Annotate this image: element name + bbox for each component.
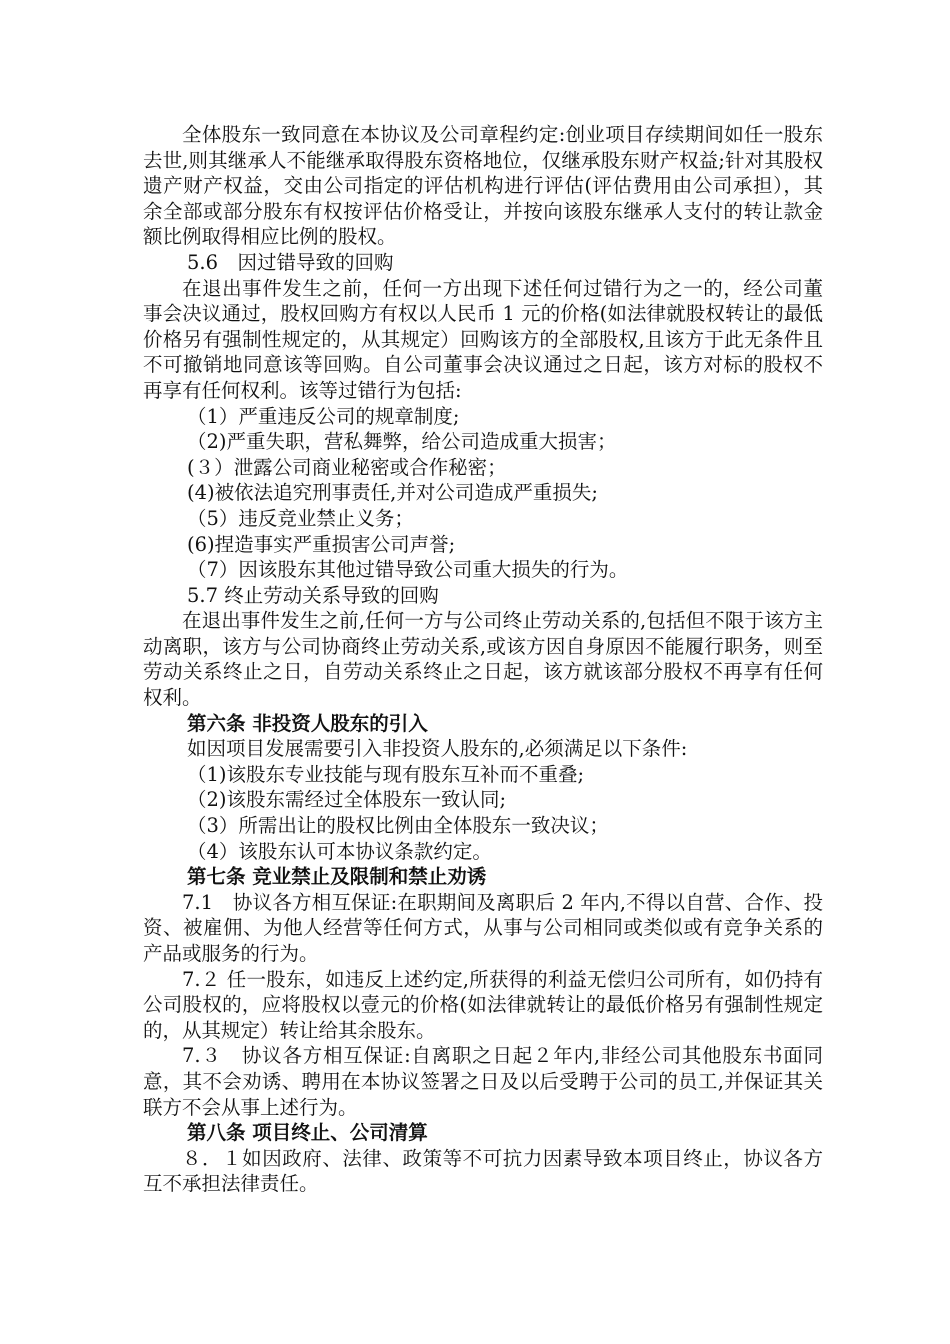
paragraph-7-3: 7.３ 协议各方相互保证:自离职之日起２年内,非经公司其他股东书面同意，其不会劝诱、聘用在本协议签署之日及以后受聘于公司的员工,并保证其关联方不会从事上述行为。 (143, 1044, 823, 1119)
list-item-5-6-2: （2)严重失职，营私舞弊，给公司造成重大损害； (187, 430, 617, 454)
list-item-5-6-4: (4)被依法追究刑事责任,并对公司造成严重损失; (187, 481, 598, 505)
paragraph-inheritance: 全体股东一致同意在本协议及公司章程约定:创业项目存续期间如任一股东去世,则其继承人不能继承取得股东资格地位，仅继承股东财产权益;针对其股权遗产财产权益，交由公司指定的评估机构进行评估(评估费用由公司承担），其余全部或部分股东有权按评估价格受让，并按向该股东继承人支付的转让款金额比例取得相应比例的股权。 (143, 123, 823, 249)
article-7-title: 第七条 竞业禁止及限制和禁止劝诱 (187, 865, 487, 889)
list-item-6-1: （1)该股东专业技能与现有股东互补而不重叠; (187, 762, 585, 786)
paragraph-5-6: 在退出事件发生之前，任何一方出现下述任何过错行为之一的，经公司董事会决议通过，股权回购方有权以人民币 1 元的价格(如法律就股权转让的最低价格另有强制性规定的，从其规定）回购该方的全部股权,且该方于此无条件且不可撤销地同意该等回购。自公司董事会决议通过之日起，该方对标的股权不再享有任何权利。该等过错行为包括: (143, 276, 823, 402)
paragraph-8-1: ８．１如因政府、法律、政策等不可抗力因素导致本项目终止，协议各方互不承担法律责任。 (143, 1146, 823, 1196)
list-item-5-6-6: (6)捏造事实严重损害公司声誉; (187, 532, 456, 556)
article-6-intro: 如因项目发展需要引入非投资人股东的,必须满足以下条件: (187, 737, 688, 761)
document-page (143, 122, 823, 1197)
list-item-5-6-1: （1）严重违反公司的规章制度; (187, 404, 460, 428)
list-item-6-3: （3）所需出让的股权比例由全体股东一致决议； (187, 814, 609, 838)
list-item-5-6-5: （5）违反竞业禁止义务； (187, 506, 414, 530)
article-8-title: 第八条 项目终止、公司清算 (187, 1121, 428, 1145)
paragraph-7-2: 7.２ 任一股东，如违反上述约定,所获得的利益无偿归公司所有，如仍持有公司股权的，应将股权以壹元的价格(如法律就转让的最低价格另有强制性规定的，从其规定）转让给其余股东。 (143, 967, 823, 1042)
section-5-6-title: 5.6 因过错导致的回购 (187, 250, 394, 274)
paragraph-5-7: 在退出事件发生之前,任何一方与公司终止劳动关系的,包括但不限于该方主动离职，该方与公司协商终止劳动关系,或该方因自身原因不能履行职务，则至劳动关系终止之日，自劳动关系终止之日起，该方就该部分股权不再享有任何权利。 (143, 609, 823, 710)
article-6-title: 第六条 非投资人股东的引入 (187, 711, 428, 735)
list-item-5-6-7: （7）因该股东其他过错导致公司重大损失的行为。 (187, 558, 629, 582)
list-item-6-4: （4）该股东认可本协议条款约定。 (187, 839, 492, 863)
section-5-7-title: 5.7 终止劳动关系导致的回购 (187, 583, 439, 607)
list-item-6-2: （2)该股东需经过全体股东一致认同; (187, 788, 507, 812)
paragraph-7-1: 7.1 协议各方相互保证:在职期间及离职后 2 年内,不得以自营、合作、投资、被雇佣、为他人经营等任何方式，从事与公司相同或类似或有竞争关系的产品或服务的行为。 (143, 890, 823, 965)
list-item-5-6-3: (３）泄露公司商业秘密或合作秘密； (187, 455, 507, 479)
